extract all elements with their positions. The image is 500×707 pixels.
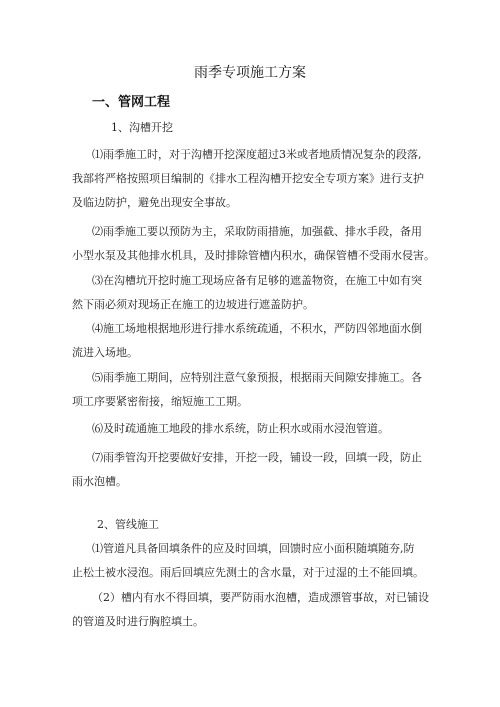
paragraph-line: ⑹及时疏通施工地段的排水系统，防止积水或雨水浸泡管道。 xyxy=(92,422,389,435)
paragraph-line: ⑵雨季施工要以预防为主，采取防雨措施，加强截、排水手段，备用 xyxy=(92,225,422,238)
paragraph-line: ⑸雨季施工期间，应特别注意气象预报，根据雨天间隙安排施工。各 xyxy=(92,371,422,384)
paragraph-line: （2）槽内有水不得回填，要严防雨水泡槽，造成漂管事故，对已铺设 xyxy=(92,591,429,604)
paragraph-line: ⑷施工场地根据地形进行排水系统疏通，不积水，严防四邻地面水倒 xyxy=(92,322,422,335)
paragraph-line: ⑴管道凡具备回填条件的应及时回填，回馈时应小面积随填随夯,防 xyxy=(92,542,415,555)
paragraph-line: 雨水泡槽。 xyxy=(72,475,127,488)
paragraph-line: 的管道及时进行胸腔填土。 xyxy=(72,615,204,628)
paragraph-line: ⑺雨季管沟开挖要做好安排，开挖一段，铺设一段，回填一段，防止 xyxy=(92,451,422,464)
subsection-heading-trench-excavation: 1、沟槽开挖 xyxy=(111,121,173,134)
document-title: 雨季专项施工方案 xyxy=(194,65,306,81)
section-heading-pipe-network: 一、管网工程 xyxy=(92,95,171,110)
paragraph-line: ⑴雨季施工时，对于沟槽开挖深度超过3米或者地质情况复杂的段落, xyxy=(92,148,422,161)
paragraph-line: 项工序要紧密衔接，缩短施工工期。 xyxy=(72,395,248,408)
subsection-heading-pipeline-construction: 2、管线施工 xyxy=(97,518,159,531)
paragraph-line: 及临边防护，避免出现安全事故。 xyxy=(72,196,237,209)
paragraph-line: ⑶在沟槽坑开挖时施工现场应备有足够的遮盖物资，在施工中如有突 xyxy=(92,274,422,287)
paragraph-line: 小型水泵及其他排水机具，及时排除管槽内积水，确保管槽不受雨水侵害。 xyxy=(72,249,435,262)
paragraph-line: 然下雨必须对现场正在施工的边坡进行遮盖防护。 xyxy=(72,298,314,311)
paragraph-line: 止松土被水浸泡。雨后回填应先测土的含水量，对于过湿的土不能回填。 xyxy=(72,566,424,579)
paragraph-line: 流进入场地。 xyxy=(72,346,138,359)
paragraph-line: 我部将严格按照项目编制的《排水工程沟槽开挖安全专项方案》进行支护 xyxy=(72,172,424,185)
